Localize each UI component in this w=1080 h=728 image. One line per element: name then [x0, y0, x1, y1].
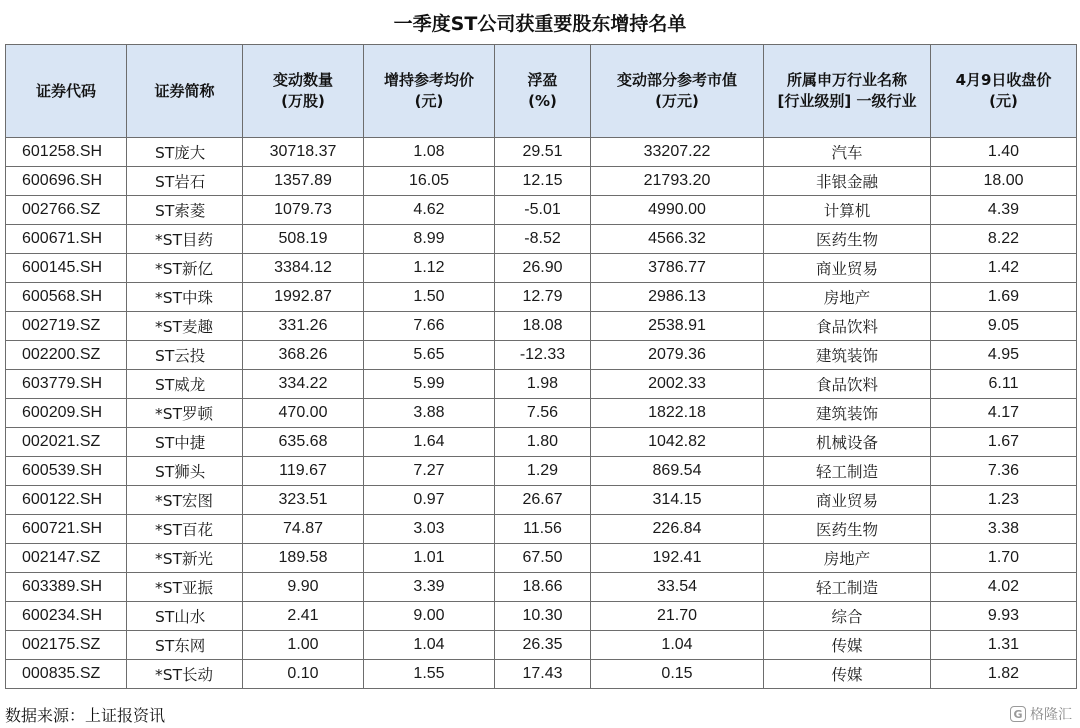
table-cell: 9.00	[364, 602, 495, 631]
table-cell: 1.23	[931, 486, 1077, 515]
table-cell: 汽车	[764, 138, 931, 167]
table-cell: 600539.SH	[6, 457, 127, 486]
table-cell: 33.54	[591, 573, 764, 602]
table-cell: 600234.SH	[6, 602, 127, 631]
column-header-line: (万元)	[655, 92, 699, 110]
table-cell: 002021.SZ	[6, 428, 127, 457]
table-cell: 002200.SZ	[6, 341, 127, 370]
table-cell: 9.90	[243, 573, 364, 602]
table-cell: 5.65	[364, 341, 495, 370]
column-header-line: 4月9日收盘价	[955, 71, 1052, 89]
table-cell: 470.00	[243, 399, 364, 428]
table-cell: 房地产	[764, 544, 931, 573]
column-header-line: (元)	[989, 92, 1018, 110]
table-cell: 商业贸易	[764, 486, 931, 515]
table-row	[6, 515, 1077, 544]
table-cell: 建筑装饰	[764, 341, 931, 370]
table-cell: 1.64	[364, 428, 495, 457]
table-cell: 18.00	[931, 167, 1077, 196]
table-cell: 0.15	[591, 660, 764, 689]
column-header-line: (元)	[414, 92, 444, 110]
column-header-line: 变动数量	[272, 71, 333, 89]
table-cell: *ST亚振	[127, 573, 243, 602]
gelonghui-logo-icon: G	[1010, 706, 1026, 722]
column-header-line: 所属申万行业名称	[786, 71, 907, 89]
table-cell: 1.08	[364, 138, 495, 167]
table-cell: ST中捷	[127, 428, 243, 457]
table-cell: 26.90	[495, 254, 591, 283]
column-header-line: [行业级别] 一级行业	[777, 92, 917, 110]
table-row	[6, 660, 1077, 689]
table-row	[6, 399, 1077, 428]
table-cell: ST云投	[127, 341, 243, 370]
table-cell: 机械设备	[764, 428, 931, 457]
table-cell: 1.42	[931, 254, 1077, 283]
table-cell: 17.43	[495, 660, 591, 689]
table-header	[6, 45, 1077, 138]
table-row	[6, 428, 1077, 457]
table-cell: 600696.SH	[6, 167, 127, 196]
table-cell: 21.70	[591, 602, 764, 631]
table-cell: 9.05	[931, 312, 1077, 341]
table-cell: 1.70	[931, 544, 1077, 573]
table-cell: 600568.SH	[6, 283, 127, 312]
table-cell: *ST目药	[127, 225, 243, 254]
table-cell: 4.62	[364, 196, 495, 225]
table-cell: 601258.SH	[6, 138, 127, 167]
table-cell: 323.51	[243, 486, 364, 515]
table-cell: 1.55	[364, 660, 495, 689]
column-header-3	[364, 45, 495, 138]
column-header-2	[243, 45, 364, 138]
table-row	[6, 370, 1077, 399]
table-cell: 2079.36	[591, 341, 764, 370]
table-cell: 1.01	[364, 544, 495, 573]
table-cell: 26.67	[495, 486, 591, 515]
column-header-5	[591, 45, 764, 138]
table-cell: 67.50	[495, 544, 591, 573]
table-cell: 869.54	[591, 457, 764, 486]
table-row	[6, 254, 1077, 283]
table-cell: 600122.SH	[6, 486, 127, 515]
column-header-1	[127, 45, 243, 138]
table-cell: 10.30	[495, 602, 591, 631]
table-cell: *ST新光	[127, 544, 243, 573]
table-cell: 2986.13	[591, 283, 764, 312]
table-row	[6, 225, 1077, 254]
table-cell: 635.68	[243, 428, 364, 457]
table-cell: 603779.SH	[6, 370, 127, 399]
table-cell: 1.12	[364, 254, 495, 283]
table-cell: 8.99	[364, 225, 495, 254]
table-cell: 600209.SH	[6, 399, 127, 428]
table-cell: 1357.89	[243, 167, 364, 196]
table-cell: 331.26	[243, 312, 364, 341]
header-row	[6, 45, 1077, 138]
table-cell: 0.10	[243, 660, 364, 689]
table-row	[6, 573, 1077, 602]
table-cell: 21793.20	[591, 167, 764, 196]
table-cell: -12.33	[495, 341, 591, 370]
table-cell: 11.56	[495, 515, 591, 544]
table-cell: 8.22	[931, 225, 1077, 254]
table-cell: *ST中珠	[127, 283, 243, 312]
table-cell: 12.79	[495, 283, 591, 312]
table-cell: 192.41	[591, 544, 764, 573]
table-cell: 5.99	[364, 370, 495, 399]
table-cell: 轻工制造	[764, 457, 931, 486]
table-cell: 334.22	[243, 370, 364, 399]
table-cell: 1.50	[364, 283, 495, 312]
table-body	[6, 138, 1077, 689]
table-row	[6, 602, 1077, 631]
table-row	[6, 138, 1077, 167]
table-cell: 603389.SH	[6, 573, 127, 602]
table-cell: 189.58	[243, 544, 364, 573]
table-cell: -8.52	[495, 225, 591, 254]
table-cell: 6.11	[931, 370, 1077, 399]
column-header-line: 浮盈	[527, 71, 558, 89]
table-cell: 1822.18	[591, 399, 764, 428]
table-cell: 1079.73	[243, 196, 364, 225]
table-cell: 26.35	[495, 631, 591, 660]
table-cell: 1.80	[495, 428, 591, 457]
table-cell: 传媒	[764, 631, 931, 660]
table-cell: *ST麦趣	[127, 312, 243, 341]
column-header-line: (%)	[528, 92, 557, 110]
data-source-note: 数据来源：上证报资讯	[5, 705, 166, 725]
table-cell: 2002.33	[591, 370, 764, 399]
table-cell: 226.84	[591, 515, 764, 544]
table-cell: 508.19	[243, 225, 364, 254]
table-cell: ST庞大	[127, 138, 243, 167]
table-cell: 4.95	[931, 341, 1077, 370]
table-cell: 7.66	[364, 312, 495, 341]
table-cell: 1.04	[591, 631, 764, 660]
table-cell: 1042.82	[591, 428, 764, 457]
column-header-4	[495, 45, 591, 138]
table-cell: 医药生物	[764, 515, 931, 544]
table-cell: 1.29	[495, 457, 591, 486]
column-header-0	[6, 45, 127, 138]
table-row	[6, 486, 1077, 515]
table-cell: 轻工制造	[764, 573, 931, 602]
table-cell: 0.97	[364, 486, 495, 515]
table-cell: 3.39	[364, 573, 495, 602]
table-cell: -5.01	[495, 196, 591, 225]
table-cell: 计算机	[764, 196, 931, 225]
table-cell: 1.69	[931, 283, 1077, 312]
table-cell: 7.36	[931, 457, 1077, 486]
table-cell: 1.40	[931, 138, 1077, 167]
table-cell: 1.98	[495, 370, 591, 399]
table-cell: 3.88	[364, 399, 495, 428]
table-row	[6, 341, 1077, 370]
table-cell: *ST长动	[127, 660, 243, 689]
table-cell: 3786.77	[591, 254, 764, 283]
table-cell: 000835.SZ	[6, 660, 127, 689]
table-cell: ST东网	[127, 631, 243, 660]
table-cell: 3.38	[931, 515, 1077, 544]
watermark-text: 格隆汇	[1030, 707, 1072, 723]
table-cell: ST威龙	[127, 370, 243, 399]
table-cell: 33207.22	[591, 138, 764, 167]
table-row	[6, 167, 1077, 196]
table-cell: ST狮头	[127, 457, 243, 486]
column-header-7	[931, 45, 1077, 138]
table-cell: 30718.37	[243, 138, 364, 167]
watermark-logo	[1010, 703, 1072, 725]
table-cell: 600145.SH	[6, 254, 127, 283]
column-header-line: (万股)	[281, 92, 325, 110]
table-row	[6, 196, 1077, 225]
table-cell: ST山水	[127, 602, 243, 631]
table-cell: 29.51	[495, 138, 591, 167]
column-header-line: 增持参考均价	[383, 71, 474, 89]
column-header-6	[764, 45, 931, 138]
table-cell: 1992.87	[243, 283, 364, 312]
table-cell: 建筑装饰	[764, 399, 931, 428]
table-title: 一季度ST公司获重要股东增持名单	[393, 12, 687, 35]
table-cell: 74.87	[243, 515, 364, 544]
table-cell: 002766.SZ	[6, 196, 127, 225]
table-cell: 4.17	[931, 399, 1077, 428]
table-cell: 4566.32	[591, 225, 764, 254]
table-cell: 3384.12	[243, 254, 364, 283]
table-cell: *ST新亿	[127, 254, 243, 283]
table-cell: 1.04	[364, 631, 495, 660]
column-header-line: 证券代码	[35, 81, 96, 100]
table-cell: 4.39	[931, 196, 1077, 225]
table-cell: 传媒	[764, 660, 931, 689]
table-row	[6, 312, 1077, 341]
table-row	[6, 544, 1077, 573]
table-cell: 2.41	[243, 602, 364, 631]
table-row	[6, 457, 1077, 486]
table-cell: 002719.SZ	[6, 312, 127, 341]
table-cell: 16.05	[364, 167, 495, 196]
table-cell: 600671.SH	[6, 225, 127, 254]
table-cell: 002147.SZ	[6, 544, 127, 573]
table-cell: 房地产	[764, 283, 931, 312]
table-cell: 商业贸易	[764, 254, 931, 283]
table-cell: 368.26	[243, 341, 364, 370]
table-cell: 18.08	[495, 312, 591, 341]
table-cell: 1.31	[931, 631, 1077, 660]
table-cell: 18.66	[495, 573, 591, 602]
table-cell: 食品饮料	[764, 370, 931, 399]
table-cell: *ST百花	[127, 515, 243, 544]
table-cell: 综合	[764, 602, 931, 631]
table-cell: 4990.00	[591, 196, 764, 225]
table-cell: 医药生物	[764, 225, 931, 254]
table-cell: 314.15	[591, 486, 764, 515]
table-cell: 2538.91	[591, 312, 764, 341]
table-cell: 7.27	[364, 457, 495, 486]
table-cell: 3.03	[364, 515, 495, 544]
table-cell: 9.93	[931, 602, 1077, 631]
table-cell: 119.67	[243, 457, 364, 486]
st-holdings-table	[5, 44, 1077, 689]
table-cell: 4.02	[931, 573, 1077, 602]
table-row	[6, 631, 1077, 660]
table-cell: 1.82	[931, 660, 1077, 689]
table-cell: *ST宏图	[127, 486, 243, 515]
table-cell: 12.15	[495, 167, 591, 196]
table-cell: 1.67	[931, 428, 1077, 457]
table-cell: 7.56	[495, 399, 591, 428]
column-header-line: 变动部分参考市值	[616, 71, 737, 89]
table-row	[6, 283, 1077, 312]
table-cell: *ST罗顿	[127, 399, 243, 428]
table-cell: 600721.SH	[6, 515, 127, 544]
table-cell: ST索菱	[127, 196, 243, 225]
table-cell: 非银金融	[764, 167, 931, 196]
column-header-line: 证券简称	[154, 81, 215, 100]
table-cell: 食品饮料	[764, 312, 931, 341]
table-cell: 002175.SZ	[6, 631, 127, 660]
table-cell: ST岩石	[127, 167, 243, 196]
table-cell: 1.00	[243, 631, 364, 660]
